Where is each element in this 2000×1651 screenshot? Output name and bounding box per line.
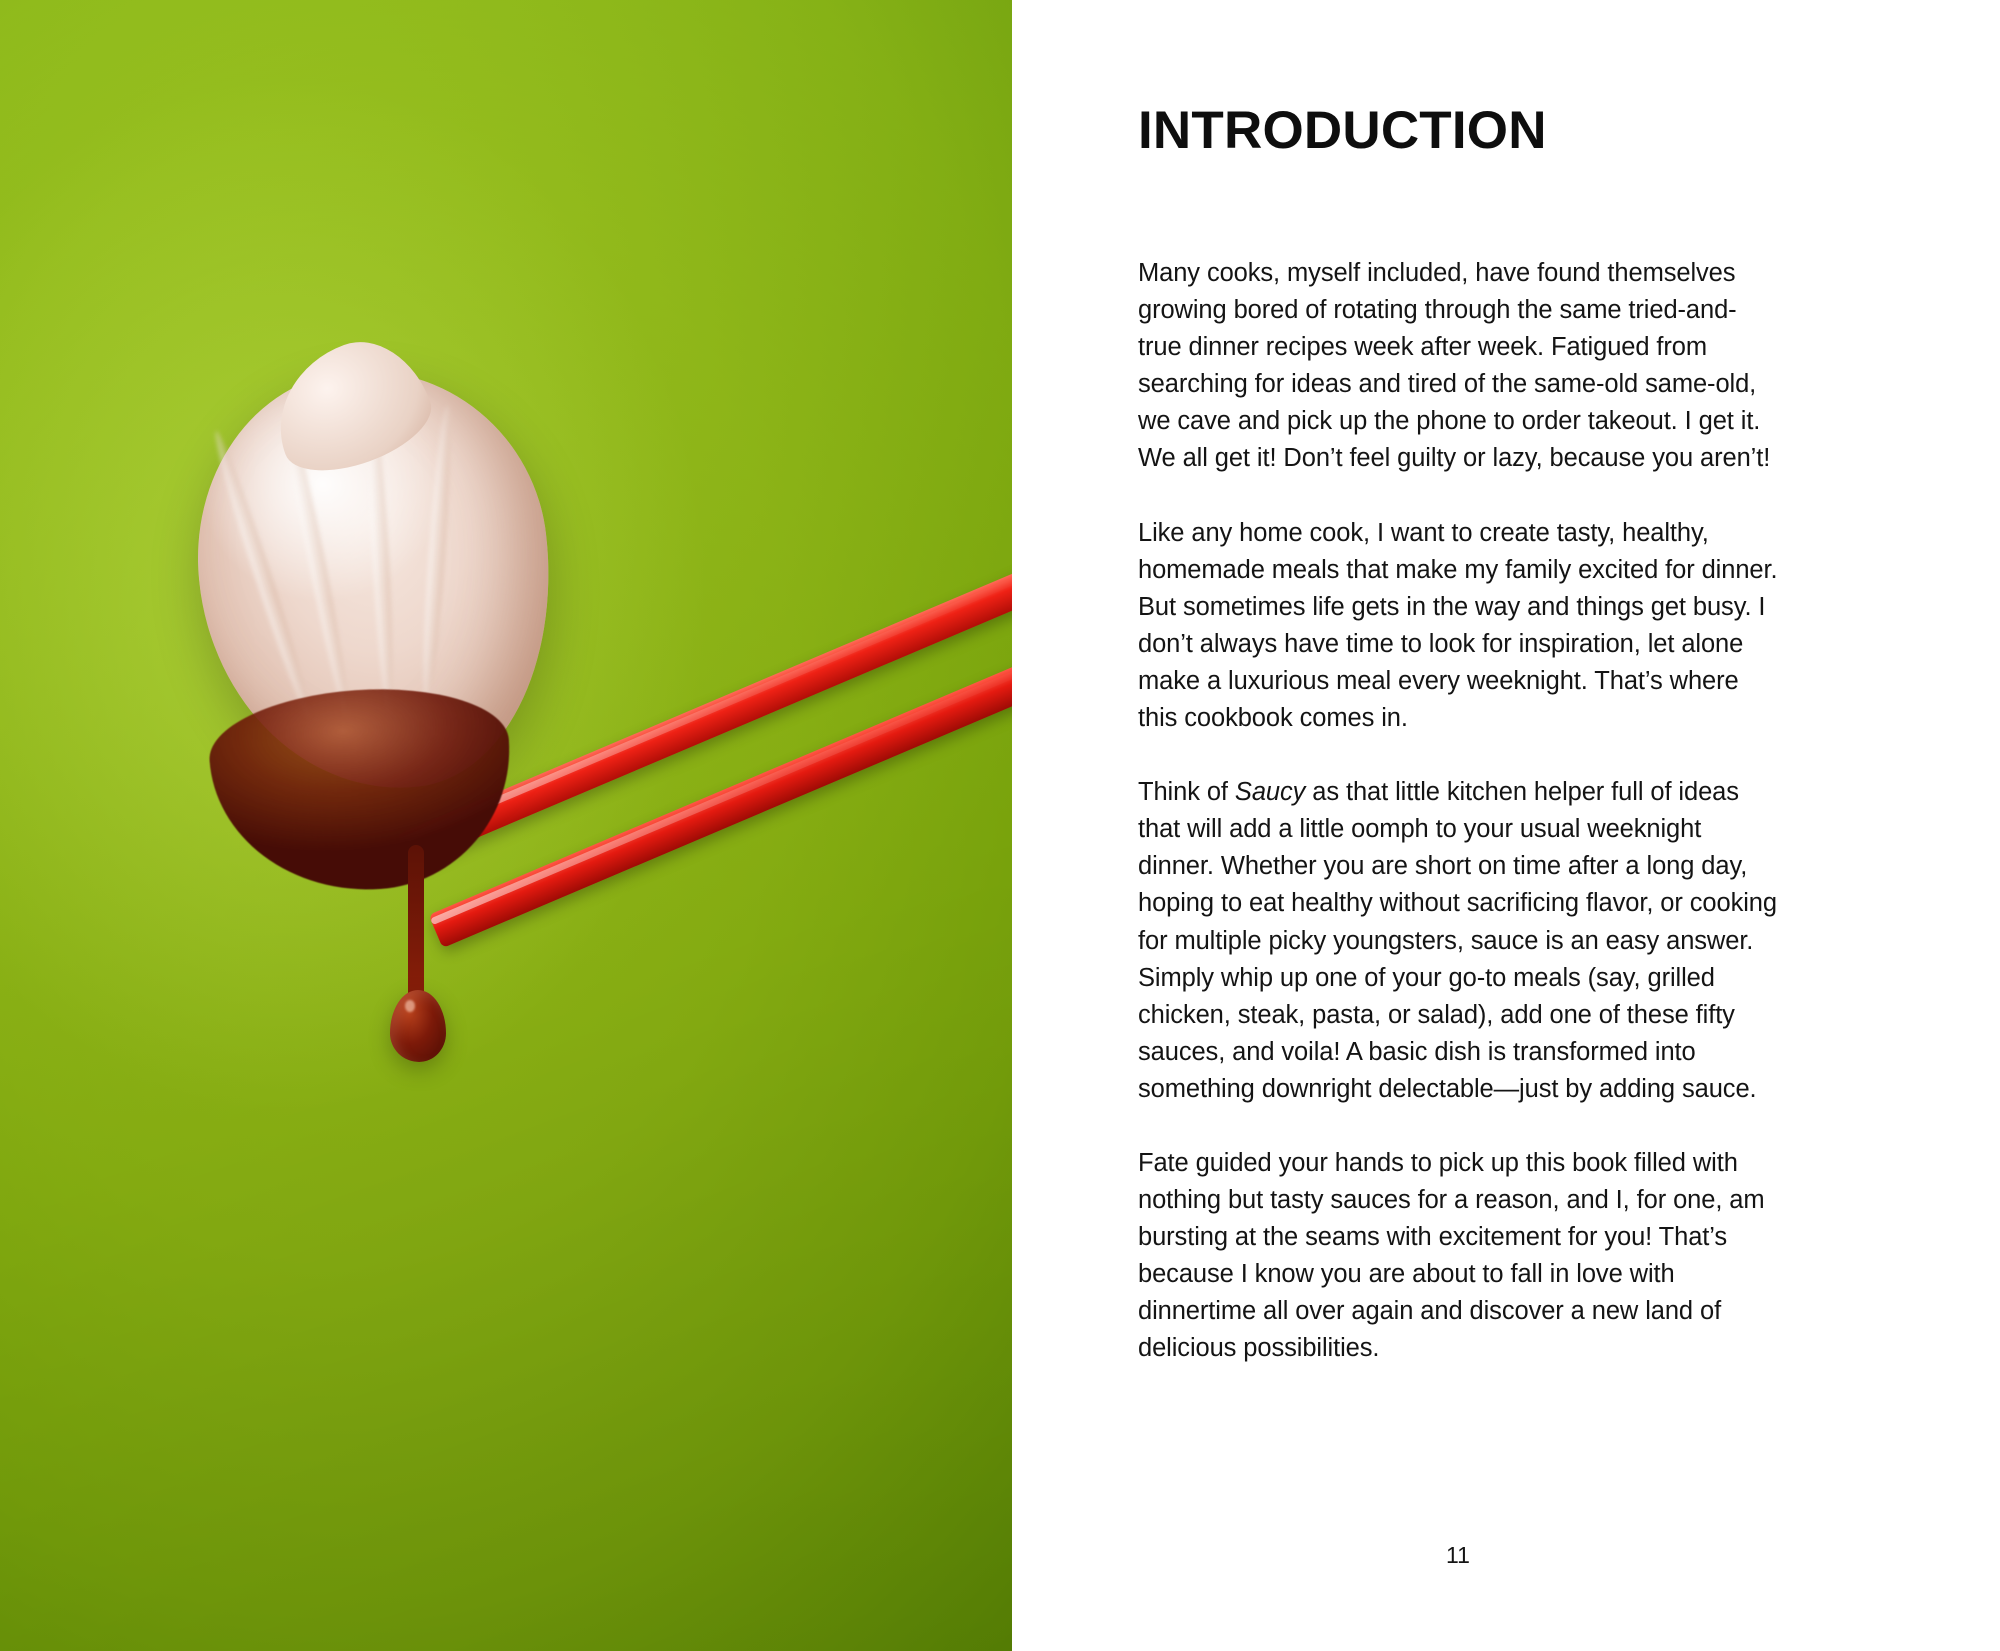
paragraph-3-rest: as that little kitchen helper full of ideas that will add a little oomph to your usual weeknight dinner. Whether you are short on time after a long day, hoping to eat healthy without sacrificing flavor, or cooking for multiple picky youngsters, sauce is an easy answer. Simply whip up one of your go-to meals (say, grilled chicken, steak, pasta, or salad), add one of these fifty sauces, and voila! A basic dish is transformed into something downright delectable—just by adding sauce. <box>1138 778 1777 1103</box>
right-page-text <box>1012 0 2000 1651</box>
page-title: INTRODUCTION <box>1138 101 1547 160</box>
page-number: 11 <box>1446 1542 1470 1568</box>
paragraph-3: Think of Saucy as that little kitchen helper full of ideas that will add a little oomph to your usual weeknight dinner. Whether you are short on time after a long day, hoping to eat healthy without sacrificing flavor, or cooking for multiple picky youngsters, sauce is an easy answer. Simply whip up one of your go-to meals (say, grilled chicken, steak, pasta, or salad), add one of these fifty sauces, and voila! A basic dish is transformed into something downright delectable—just by adding sauce. <box>1138 778 1777 1103</box>
dumpling-pleat <box>418 405 455 708</box>
body-copy <box>1138 255 1778 1368</box>
text-column <box>1138 101 1778 1368</box>
italic-book-title: Saucy <box>1234 778 1306 807</box>
paragraph-1: Many cooks, myself included, have found themselves growing bored of rotating through the same tried-and-true dinner recipes week after week. Fatigued from searching for ideas and tired of the same-old same-old, we cave and pick up the phone to order takeout. I get it. We all get it! Don’t feel guilty or lazy, because you aren’t! <box>1138 259 1771 473</box>
paragraph-2: Like any home cook, I want to create tasty, healthy, homemade meals that make my family excited for dinner. But sometimes life gets in the way and things get busy. I don’t always have time to look for inspiration, let alone make a luxurious meal every weeknight. That’s where this cookbook comes in. <box>1138 518 1778 733</box>
paragraph-4: Fate guided your hands to pick up this book filled with nothing but tasty sauces for a reason, and I, for one, am bursting at the seams with excitement for you! That’s because I know you are about to fall in love with dinnertime all over again and discover a new land of delicious possibilities. <box>1138 1148 1765 1363</box>
